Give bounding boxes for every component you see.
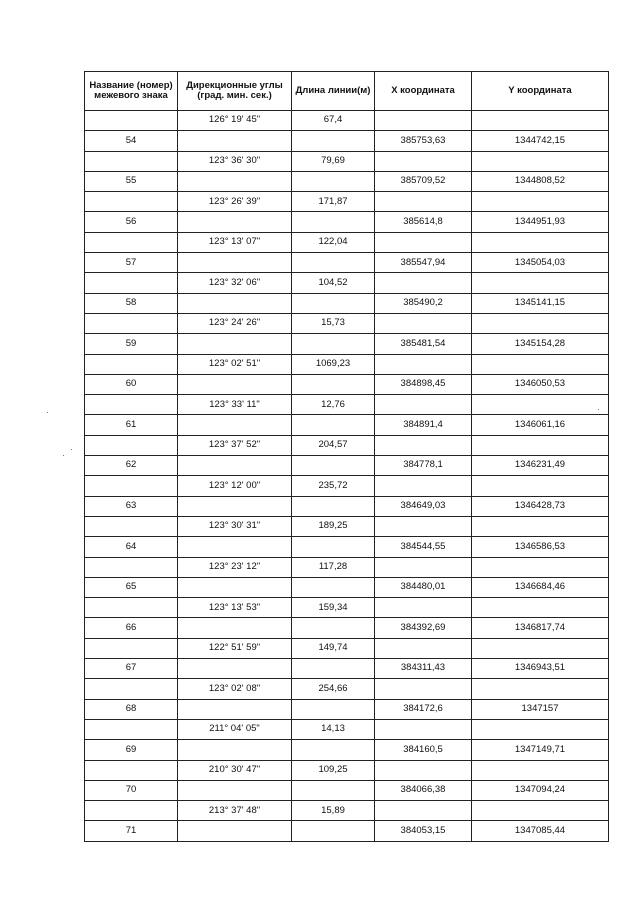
cell-empty [292, 699, 375, 719]
segment-row [85, 638, 609, 658]
cell-empty [292, 821, 375, 841]
cell-empty [375, 354, 472, 374]
scan-speck [47, 412, 48, 413]
cell-y: 1344742,15 [472, 131, 609, 151]
cell-point-name: 55 [85, 171, 178, 191]
cell-empty [85, 232, 178, 252]
cell-y: 1347149,71 [472, 740, 609, 760]
cell-x: 384311,43 [375, 659, 472, 679]
cell-empty [375, 679, 472, 699]
point-row [85, 415, 609, 435]
cell-point-name: 54 [85, 131, 178, 151]
cell-empty [85, 273, 178, 293]
cell-empty [178, 171, 292, 191]
point-row [85, 577, 609, 597]
cell-empty [375, 192, 472, 212]
cell-empty [292, 537, 375, 557]
boundary-coordinates-table [84, 71, 609, 842]
segment-row [85, 801, 609, 821]
cell-empty [178, 659, 292, 679]
cell-y: 1347085,44 [472, 821, 609, 841]
cell-length: 235,72 [292, 476, 375, 496]
table-header-row [85, 72, 609, 111]
segment-row [85, 111, 609, 131]
cell-empty [178, 374, 292, 394]
cell-empty [85, 313, 178, 333]
cell-point-name: 68 [85, 699, 178, 719]
cell-empty [375, 638, 472, 658]
point-row [85, 212, 609, 232]
cell-angle: 210° 30' 47" [178, 760, 292, 780]
cell-x: 385753,63 [375, 131, 472, 151]
cell-empty [472, 476, 609, 496]
cell-empty [85, 435, 178, 455]
cell-x: 384544,55 [375, 537, 472, 557]
cell-empty [85, 557, 178, 577]
cell-point-name: 58 [85, 293, 178, 313]
cell-point-name: 59 [85, 334, 178, 354]
segment-row [85, 313, 609, 333]
cell-angle: 123° 13' 07" [178, 232, 292, 252]
cell-y: 1345054,03 [472, 253, 609, 273]
cell-length: 15,73 [292, 313, 375, 333]
header-x: X координата [375, 72, 472, 111]
cell-empty [85, 516, 178, 536]
point-row [85, 496, 609, 516]
point-row [85, 618, 609, 638]
cell-point-name: 62 [85, 456, 178, 476]
cell-x: 385614,8 [375, 212, 472, 232]
cell-point-name: 57 [85, 253, 178, 273]
cell-y: 1346943,51 [472, 659, 609, 679]
scan-speck [63, 455, 64, 456]
cell-angle: 123° 33' 11" [178, 395, 292, 415]
cell-empty [292, 456, 375, 476]
cell-angle: 123° 36' 30" [178, 151, 292, 171]
cell-empty [85, 192, 178, 212]
cell-length: 104,52 [292, 273, 375, 293]
cell-empty [178, 537, 292, 557]
cell-empty [292, 577, 375, 597]
cell-empty [472, 638, 609, 658]
cell-empty [472, 232, 609, 252]
cell-angle: 123° 13' 53" [178, 598, 292, 618]
point-row [85, 374, 609, 394]
cell-empty [178, 293, 292, 313]
cell-point-name: 67 [85, 659, 178, 679]
cell-x: 384898,45 [375, 374, 472, 394]
cell-x: 384392,69 [375, 618, 472, 638]
cell-empty [472, 273, 609, 293]
cell-empty [472, 557, 609, 577]
segment-row [85, 395, 609, 415]
segment-row [85, 598, 609, 618]
cell-empty [178, 496, 292, 516]
cell-angle: 123° 12' 00" [178, 476, 292, 496]
cell-y: 1346817,74 [472, 618, 609, 638]
cell-empty [375, 476, 472, 496]
cell-empty [375, 760, 472, 780]
cell-empty [85, 598, 178, 618]
cell-y: 1346061,16 [472, 415, 609, 435]
cell-point-name: 61 [85, 415, 178, 435]
point-row [85, 293, 609, 313]
cell-x: 384053,15 [375, 821, 472, 841]
cell-empty [375, 516, 472, 536]
cell-y: 1344951,93 [472, 212, 609, 232]
cell-empty [472, 313, 609, 333]
cell-angle: 123° 02' 08" [178, 679, 292, 699]
cell-length: 189,25 [292, 516, 375, 536]
cell-y: 1345141,15 [472, 293, 609, 313]
cell-empty [85, 111, 178, 131]
cell-point-name: 63 [85, 496, 178, 516]
cell-point-name: 56 [85, 212, 178, 232]
cell-empty [292, 171, 375, 191]
cell-x: 384172,6 [375, 699, 472, 719]
header-length: Длина линии(м) [292, 72, 375, 111]
cell-empty [472, 435, 609, 455]
segment-row [85, 151, 609, 171]
cell-length: 117,28 [292, 557, 375, 577]
cell-length: 12,76 [292, 395, 375, 415]
segment-row [85, 679, 609, 699]
segment-row [85, 273, 609, 293]
cell-x: 384160,5 [375, 740, 472, 760]
cell-empty [472, 192, 609, 212]
table-body [85, 111, 609, 842]
point-row [85, 131, 609, 151]
cell-empty [375, 719, 472, 739]
cell-empty [292, 780, 375, 800]
scan-speck [598, 409, 599, 410]
cell-empty [375, 395, 472, 415]
cell-length: 149,74 [292, 638, 375, 658]
cell-length: 254,66 [292, 679, 375, 699]
cell-empty [375, 598, 472, 618]
cell-angle: 211° 04' 05" [178, 719, 292, 739]
point-row [85, 699, 609, 719]
cell-length: 122,04 [292, 232, 375, 252]
cell-length: 109,25 [292, 760, 375, 780]
cell-y: 1346050,53 [472, 374, 609, 394]
cell-point-name: 60 [85, 374, 178, 394]
segment-row [85, 516, 609, 536]
cell-point-name: 65 [85, 577, 178, 597]
cell-empty [178, 456, 292, 476]
cell-empty [292, 253, 375, 273]
segment-row [85, 232, 609, 252]
segment-row [85, 354, 609, 374]
cell-empty [375, 273, 472, 293]
point-row [85, 171, 609, 191]
cell-empty [85, 638, 178, 658]
cell-empty [292, 293, 375, 313]
cell-empty [375, 151, 472, 171]
cell-y: 1347157 [472, 699, 609, 719]
cell-length: 67,4 [292, 111, 375, 131]
cell-empty [292, 740, 375, 760]
point-row [85, 537, 609, 557]
cell-y: 1346428,73 [472, 496, 609, 516]
cell-empty [375, 557, 472, 577]
cell-x: 385490,2 [375, 293, 472, 313]
cell-empty [292, 334, 375, 354]
cell-length: 15,89 [292, 801, 375, 821]
cell-empty [472, 395, 609, 415]
cell-empty [292, 212, 375, 232]
cell-empty [178, 577, 292, 597]
cell-empty [292, 415, 375, 435]
cell-empty [375, 435, 472, 455]
cell-length: 204,57 [292, 435, 375, 455]
cell-empty [178, 821, 292, 841]
cell-angle: 123° 37' 52" [178, 435, 292, 455]
cell-empty [375, 801, 472, 821]
cell-empty [85, 719, 178, 739]
segment-row [85, 719, 609, 739]
header-angle: Дирекционные углы (град. мин. сек.) [178, 72, 292, 111]
cell-point-name: 69 [85, 740, 178, 760]
cell-empty [85, 801, 178, 821]
cell-x: 384480,01 [375, 577, 472, 597]
cell-empty [85, 476, 178, 496]
cell-length: 79,69 [292, 151, 375, 171]
segment-row [85, 760, 609, 780]
cell-length: 159,34 [292, 598, 375, 618]
cell-x: 384778,1 [375, 456, 472, 476]
cell-empty [472, 760, 609, 780]
cell-length: 14,13 [292, 719, 375, 739]
cell-empty [472, 598, 609, 618]
cell-point-name: 64 [85, 537, 178, 557]
cell-empty [178, 212, 292, 232]
cell-empty [178, 334, 292, 354]
cell-empty [375, 313, 472, 333]
cell-empty [292, 659, 375, 679]
cell-angle: 123° 23' 12" [178, 557, 292, 577]
header-y: Y координата [472, 72, 609, 111]
cell-y: 1345154,28 [472, 334, 609, 354]
cell-x: 385547,94 [375, 253, 472, 273]
cell-empty [472, 516, 609, 536]
cell-empty [292, 374, 375, 394]
cell-y: 1347094,24 [472, 780, 609, 800]
cell-y: 1344808,52 [472, 171, 609, 191]
cell-empty [472, 679, 609, 699]
cell-length: 1069,23 [292, 354, 375, 374]
cell-empty [178, 740, 292, 760]
segment-row [85, 192, 609, 212]
cell-empty [85, 151, 178, 171]
cell-empty [472, 111, 609, 131]
point-row [85, 253, 609, 273]
cell-empty [85, 354, 178, 374]
cell-x: 384649,03 [375, 496, 472, 516]
header-name: Название (номер) межевого знака [85, 72, 178, 111]
cell-angle: 123° 26' 39" [178, 192, 292, 212]
cell-y: 1346586,53 [472, 537, 609, 557]
cell-empty [472, 801, 609, 821]
cell-point-name: 70 [85, 780, 178, 800]
cell-empty [375, 111, 472, 131]
cell-angle: 123° 02' 51" [178, 354, 292, 374]
cell-point-name: 71 [85, 821, 178, 841]
scan-speck [71, 449, 72, 450]
cell-angle: 126° 19' 45" [178, 111, 292, 131]
cell-empty [292, 618, 375, 638]
point-row [85, 740, 609, 760]
cell-empty [292, 131, 375, 151]
cell-empty [472, 151, 609, 171]
cell-angle: 123° 24' 26" [178, 313, 292, 333]
cell-point-name: 66 [85, 618, 178, 638]
cell-empty [85, 679, 178, 699]
cell-empty [178, 415, 292, 435]
cell-y: 1346231,49 [472, 456, 609, 476]
cell-angle: 213° 37' 48" [178, 801, 292, 821]
point-row [85, 659, 609, 679]
point-row [85, 821, 609, 841]
point-row [85, 334, 609, 354]
cell-empty [472, 719, 609, 739]
cell-empty [375, 232, 472, 252]
cell-x: 385709,52 [375, 171, 472, 191]
cell-empty [178, 618, 292, 638]
cell-y: 1346684,46 [472, 577, 609, 597]
cell-empty [178, 699, 292, 719]
segment-row [85, 557, 609, 577]
cell-angle: 123° 32' 06" [178, 273, 292, 293]
cell-length: 171,87 [292, 192, 375, 212]
cell-empty [292, 496, 375, 516]
point-row [85, 456, 609, 476]
cell-empty [178, 780, 292, 800]
point-row [85, 780, 609, 800]
cell-x: 384891,4 [375, 415, 472, 435]
segment-row [85, 476, 609, 496]
cell-angle: 122° 51' 59" [178, 638, 292, 658]
cell-empty [85, 760, 178, 780]
cell-empty [472, 354, 609, 374]
segment-row [85, 435, 609, 455]
cell-empty [178, 253, 292, 273]
cell-empty [85, 395, 178, 415]
cell-x: 384066,38 [375, 780, 472, 800]
cell-x: 385481,54 [375, 334, 472, 354]
cell-empty [178, 131, 292, 151]
cell-angle: 123° 30' 31" [178, 516, 292, 536]
